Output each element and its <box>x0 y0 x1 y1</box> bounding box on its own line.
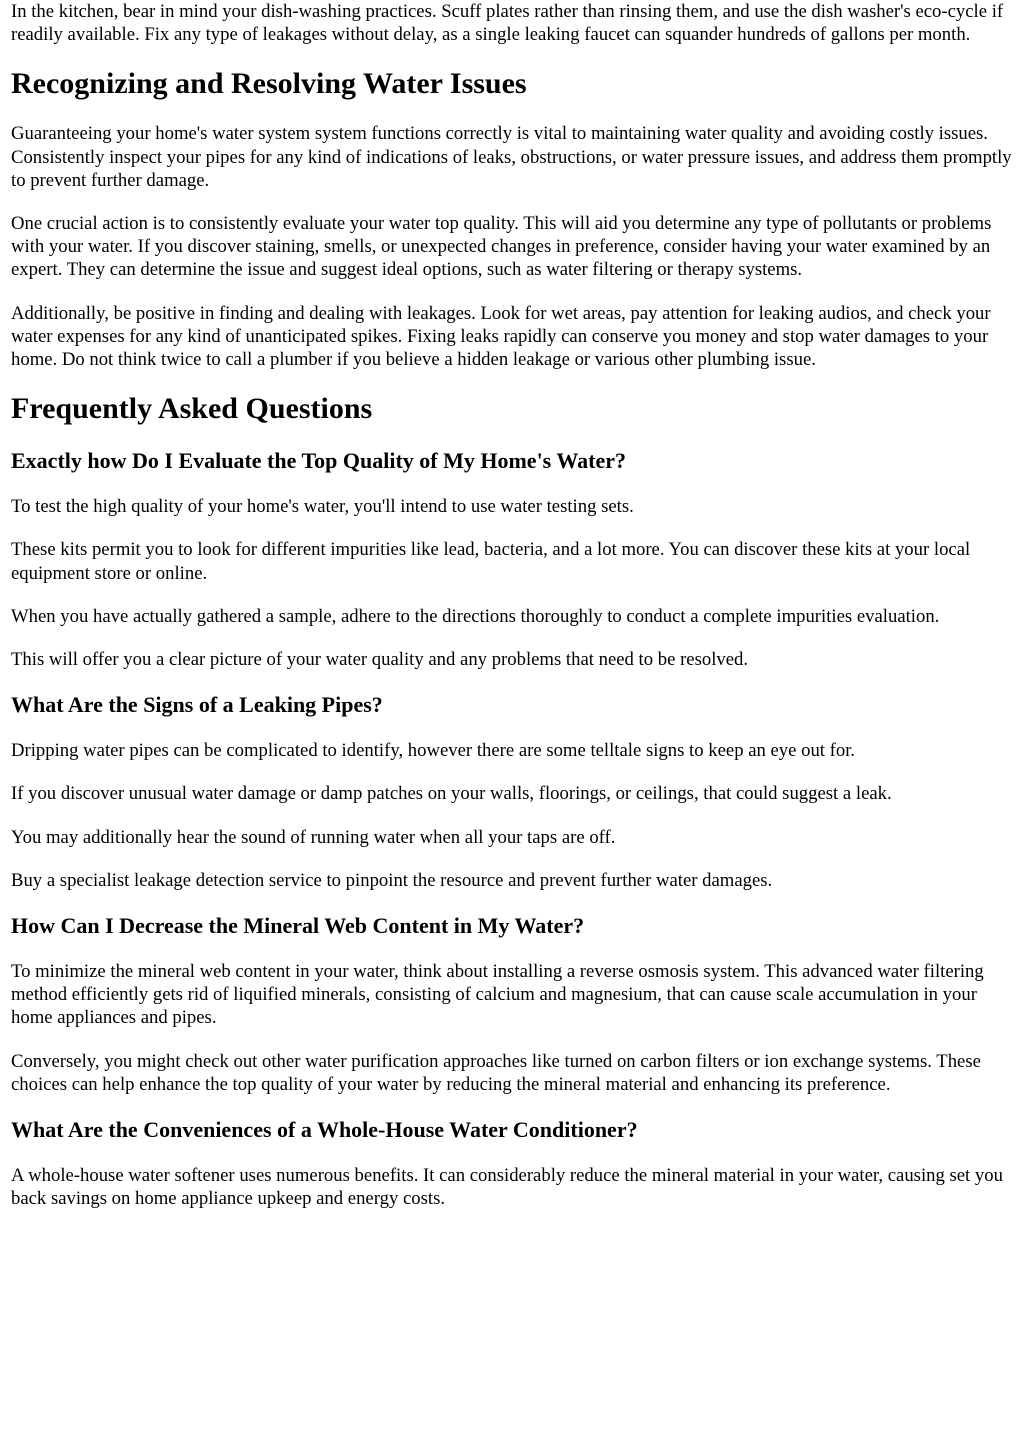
faq-answer-paragraph: Conversely, you might check out other water purification approaches like turned on carbon filters or ion exchange systems. These choices can help enhance the top quality of your water by reducing the mineral material and enhancing its preference. <box>11 1050 981 1095</box>
faq-item <box>11 912 1013 1096</box>
faq-item <box>11 691 1013 892</box>
section-water-issues <box>11 66 1013 371</box>
faq-question: Exactly how Do I Evaluate the Top Quality of My Home's Water? <box>11 448 626 474</box>
water-issues-paragraph-1: Guaranteeing your home's water system system functions correctly is vital to maintaining water quality and avoiding costly issues. Consistently inspect your pipes for any kind of indications of leaks, obstructions, or water pressure issues, and address them promptly to prevent further damage. <box>11 123 1012 191</box>
faq-answer-paragraph: To minimize the mineral web content in your water, think about installing a reverse osmosis system. This advanced water filtering method efficiently gets rid of liquified minerals, consisting of calcium and magnesium, that can cause scale accumulation in your home appliances and pipes. <box>11 961 984 1029</box>
faq-heading: Frequently Asked Questions <box>11 392 373 426</box>
section-heading-water-issues: Recognizing and Resolving Water Issues <box>11 67 527 101</box>
faq-answer-paragraph: This will offer you a clear picture of your water quality and any problems that need to be resolved. <box>11 649 749 671</box>
article <box>11 0 1013 1210</box>
faq-answer-paragraph: You may additionally hear the sound of running water when all your taps are off. <box>11 826 616 848</box>
faq-section <box>11 391 1013 1210</box>
faq-answer-paragraph: When you have actually gathered a sample, adhere to the directions thoroughly to conduct a complete impurities evaluation. <box>11 605 940 627</box>
faq-item <box>11 1116 1013 1210</box>
faq-answer-paragraph: A whole-house water softener uses numerous benefits. It can considerably reduce the mineral material in your water, causing set you back savings on home appliance upkeep and energy costs. <box>11 1165 1003 1210</box>
faq-item <box>11 447 1013 671</box>
faq-answer-paragraph: Buy a specialist leakage detection service to pinpoint the resource and prevent further water damages. <box>11 869 773 891</box>
faq-answer-paragraph: These kits permit you to look for different impurities like lead, bacteria, and a lot more. You can discover these kits at your local equipment store or online. <box>11 539 971 584</box>
faq-answer-paragraph: Dripping water pipes can be complicated to identify, however there are some telltale signs to keep an eye out for. <box>11 740 856 762</box>
faq-question: What Are the Signs of a Leaking Pipes? <box>11 692 383 718</box>
water-issues-paragraph-3: Additionally, be positive in finding and dealing with leakages. Look for wet areas, pay attention for leaking audios, and check your water expenses for any kind of unanticipated spikes. Fixing leaks rapidly can conserve you money and stop water damages to your home. Do not think twice to call a plumber if you believe a hidden leakage or various other plumbing issue. <box>11 302 991 371</box>
faq-question: How Can I Decrease the Mineral Web Content in My Water? <box>11 913 585 939</box>
intro-paragraph: In the kitchen, bear in mind your dish-washing practices. Scuff plates rather than rinsing them, and use the dish washer's eco-cycle if readily available. Fix any type of leakages without delay, as a single leaking faucet can squander hundreds of gallons per month. <box>11 1 1004 46</box>
faq-answer-paragraph: To test the high quality of your home's water, you'll intend to use water testing sets. <box>11 496 634 518</box>
water-issues-paragraph-2: One crucial action is to consistently evaluate your water top quality. This will aid you determine any type of pollutants or problems with your water. If you discover staining, smells, or unexpected changes in preference, consider having your water examined by an expert. They can determine the issue and suggest ideal options, such as water filtering or therapy systems. <box>11 213 992 281</box>
faq-question: What Are the Conveniences of a Whole-House Water Conditioner? <box>11 1117 638 1143</box>
faq-answer-paragraph: If you discover unusual water damage or damp patches on your walls, floorings, or ceilings, that could suggest a leak. <box>11 783 892 805</box>
